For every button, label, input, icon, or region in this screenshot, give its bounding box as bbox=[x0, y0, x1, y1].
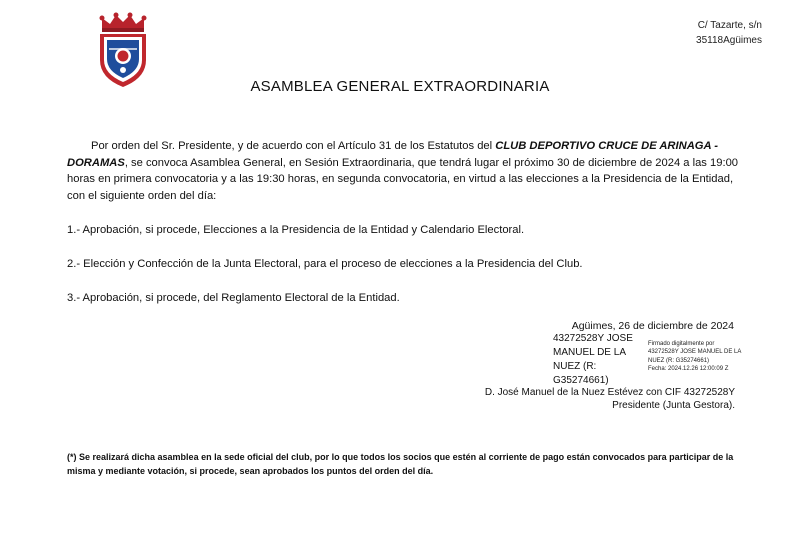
document-title: ASAMBLEA GENERAL EXTRAORDINARIA bbox=[250, 78, 550, 95]
agenda-item-2: 2.- Elección y Confección de la Junta Electoral, para el proceso de elecciones a la Presidencia del Club. bbox=[67, 258, 583, 270]
agenda-item-1: 1.- Aprobación, si procede, Elecciones a la Presidencia de la Entidad y Calendario Electoral. bbox=[67, 224, 525, 236]
address-line-1: C/ Tazarte, s/n bbox=[697, 20, 762, 31]
club-crest-icon bbox=[94, 12, 152, 88]
digital-signature-line-3: Fecha: 2024.12.26 12:00:09 Z bbox=[648, 366, 729, 373]
digital-signature-line-1: Firmado digitalmente por bbox=[648, 341, 715, 347]
intro-paragraph bbox=[67, 138, 739, 204]
club-name: CLUB DEPORTIVO CRUCE DE ARINAGA - DORAMAS bbox=[67, 140, 718, 169]
signer-role: Presidente (Junta Gestora). bbox=[612, 400, 735, 411]
signer-full-name: D. José Manuel de la Nuez Estévez con CIF 43272528Y bbox=[484, 387, 735, 398]
intro-text-1: Por orden del Sr. Presidente, y de acuerdo con el Artículo 31 de los Estatutos del bbox=[91, 140, 496, 152]
footnote: (*) Se realizará dicha asamblea en la sede oficial del club, por lo que todos los socios que estén al corriente de pago están convocados para participar de la misma y mediante votación, si procede, sean aprobados los puntos del orden del día. bbox=[67, 452, 734, 476]
signer-name: 43272528Y JOSE MANUEL DE LA NUEZ (R: G35274661) bbox=[553, 333, 633, 386]
digital-signature-line-2: 43272528Y JOSE MANUEL DE LA NUEZ (R: G35274661) bbox=[648, 349, 742, 364]
signature-date: Agüimes, 26 de diciembre de 2024 bbox=[571, 320, 734, 332]
digital-signature-info bbox=[648, 340, 748, 374]
address-line-2: 35118Agüimes bbox=[696, 35, 762, 46]
intro-text-2: , se convoca Asamblea General, en Sesión Extraordinaria, que tendrá lugar el próximo 30 de diciembre de 2024 a las 19:00 horas en primera convocatoria y a las 19:30 horas, en segunda convocatoria, en virtud a las elecciones a la Presidencia de la Entidad, con el siguiente orden del día: bbox=[67, 156, 739, 202]
agenda-item-3: 3.- Aprobación, si procede, del Reglamento Electoral de la Entidad. bbox=[67, 292, 400, 304]
